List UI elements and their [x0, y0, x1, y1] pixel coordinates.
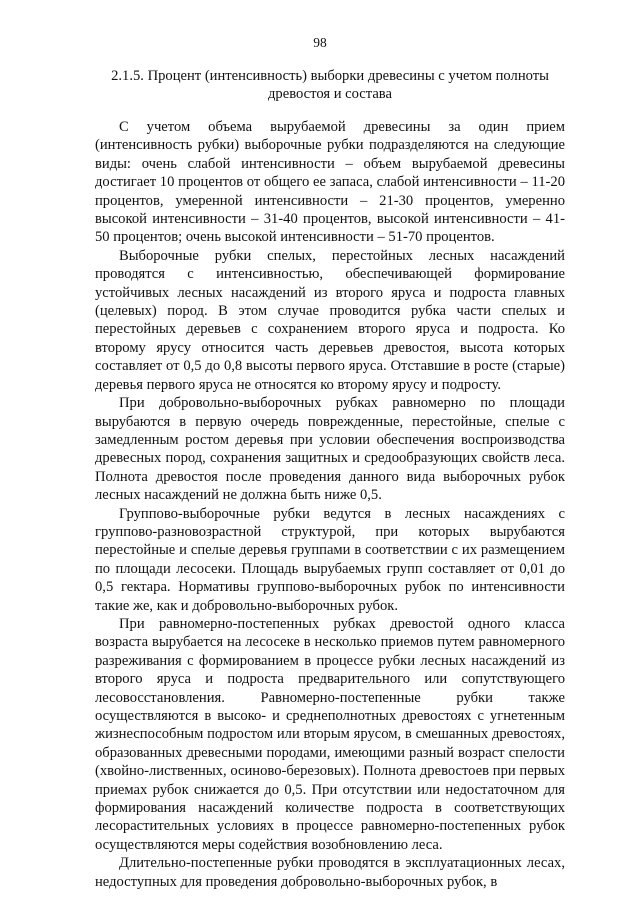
page-number: 98	[313, 35, 327, 50]
paragraph-group-selective: Группово-выборочные рубки ведутся в лесных насаждениях с группово-разновозрастной структурой, при которых вырубаются перестойные и спелые деревья группами в соответствии с их размещением по площади лесосеки. Площадь вырубаемых групп составляет от 0,01 до 0,5 гектара. Нормативы группово-выборочных рубок по интенсивности такие же, как и добровольно-выборочных рубок.	[95, 505, 565, 614]
section-heading-line-1: 2.1.5. Процент (интенсивность) выборки древесины с учетом полноты	[111, 68, 549, 84]
paragraph-mature-stands: Выборочные рубки спелых, перестойных лесных насаждений проводятся с интенсивностью, обеспечивающей формирование устойчивых лесных насаждений из второго яруса и подроста главных (целевых) пород. В этом случае проводится рубка части спелых и перестойных деревьев с сохранением второго яруса и подроста. Ко второму ярусу относится часть деревьев древостоя, высота которых составляет от 0,5 до 0,8 высоты первого яруса. Отставшие в росте (старые) деревья первого яруса не относятся ко второму ярусу и подросту.	[95, 247, 565, 393]
body-text	[95, 118, 565, 891]
paragraph-uniform-gradual: При равномерно-постепенных рубках древостой одного класса возраста вырубается на лесосеке в несколько приемов путем равномерного разреживания с формированием в процессе рубки лесных насаждений из второго яруса и подроста предварительного или сопутствующего лесовосстановления. Равномерно-постепенные рубки также осуществляются в высоко- и среднеполнотных древостоях с угнетенным жизнеспособным подростом или вторым ярусом, в смешанных древостоях, образованных древесными породами, имеющими разный возраст спелости (хвойно-лиственных, осиново-березовых). Полнота древостоев при первых приемах рубок снижается до 0,5. При отсутствии или недостаточном для формирования насаждений количестве подроста в соответствующих лесорастительных условиях в процессе равномерно-постепенных рубок осуществляются меры содействия возобновлению леса.	[95, 615, 565, 853]
section-heading	[95, 67, 565, 104]
section-heading-line-2: древостоя и состава	[268, 86, 392, 103]
paragraph-long-term-gradual: Длительно-постепенные рубки проводятся в эксплуатационных лесах, недоступных для проведения добровольно-выборочных рубок, в	[95, 855, 565, 890]
paragraph-intensity-types: С учетом объема вырубаемой древесины за один прием (интенсивность рубки) выборочные рубки подразделяются на следующие виды: очень слабой интенсивности – объем вырубаемой древесины достигает 10 процентов от общего ее запаса, слабой интенсивности – 11-20 процентов, умеренной интенсивности – 21-30 процентов, умеренно высокой интенсивности – 31-40 процентов, высокой интенсивности – 41-50 процентов; очень высокой интенсивности – 51-70 процентов.	[95, 119, 565, 246]
paragraph-voluntary-selective: При добровольно-выборочных рубках равномерно по площади вырубаются в первую очередь поврежденные, перестойные, спелые с замедленным ростом деревья при условии обеспечения воспроизводства древесных пород, сохранения защитных и средообразующих свойств леса. Полнота древостоя после проведения данного вида выборочных рубок лесных насаждений не должна быть ниже 0,5.	[95, 395, 565, 504]
